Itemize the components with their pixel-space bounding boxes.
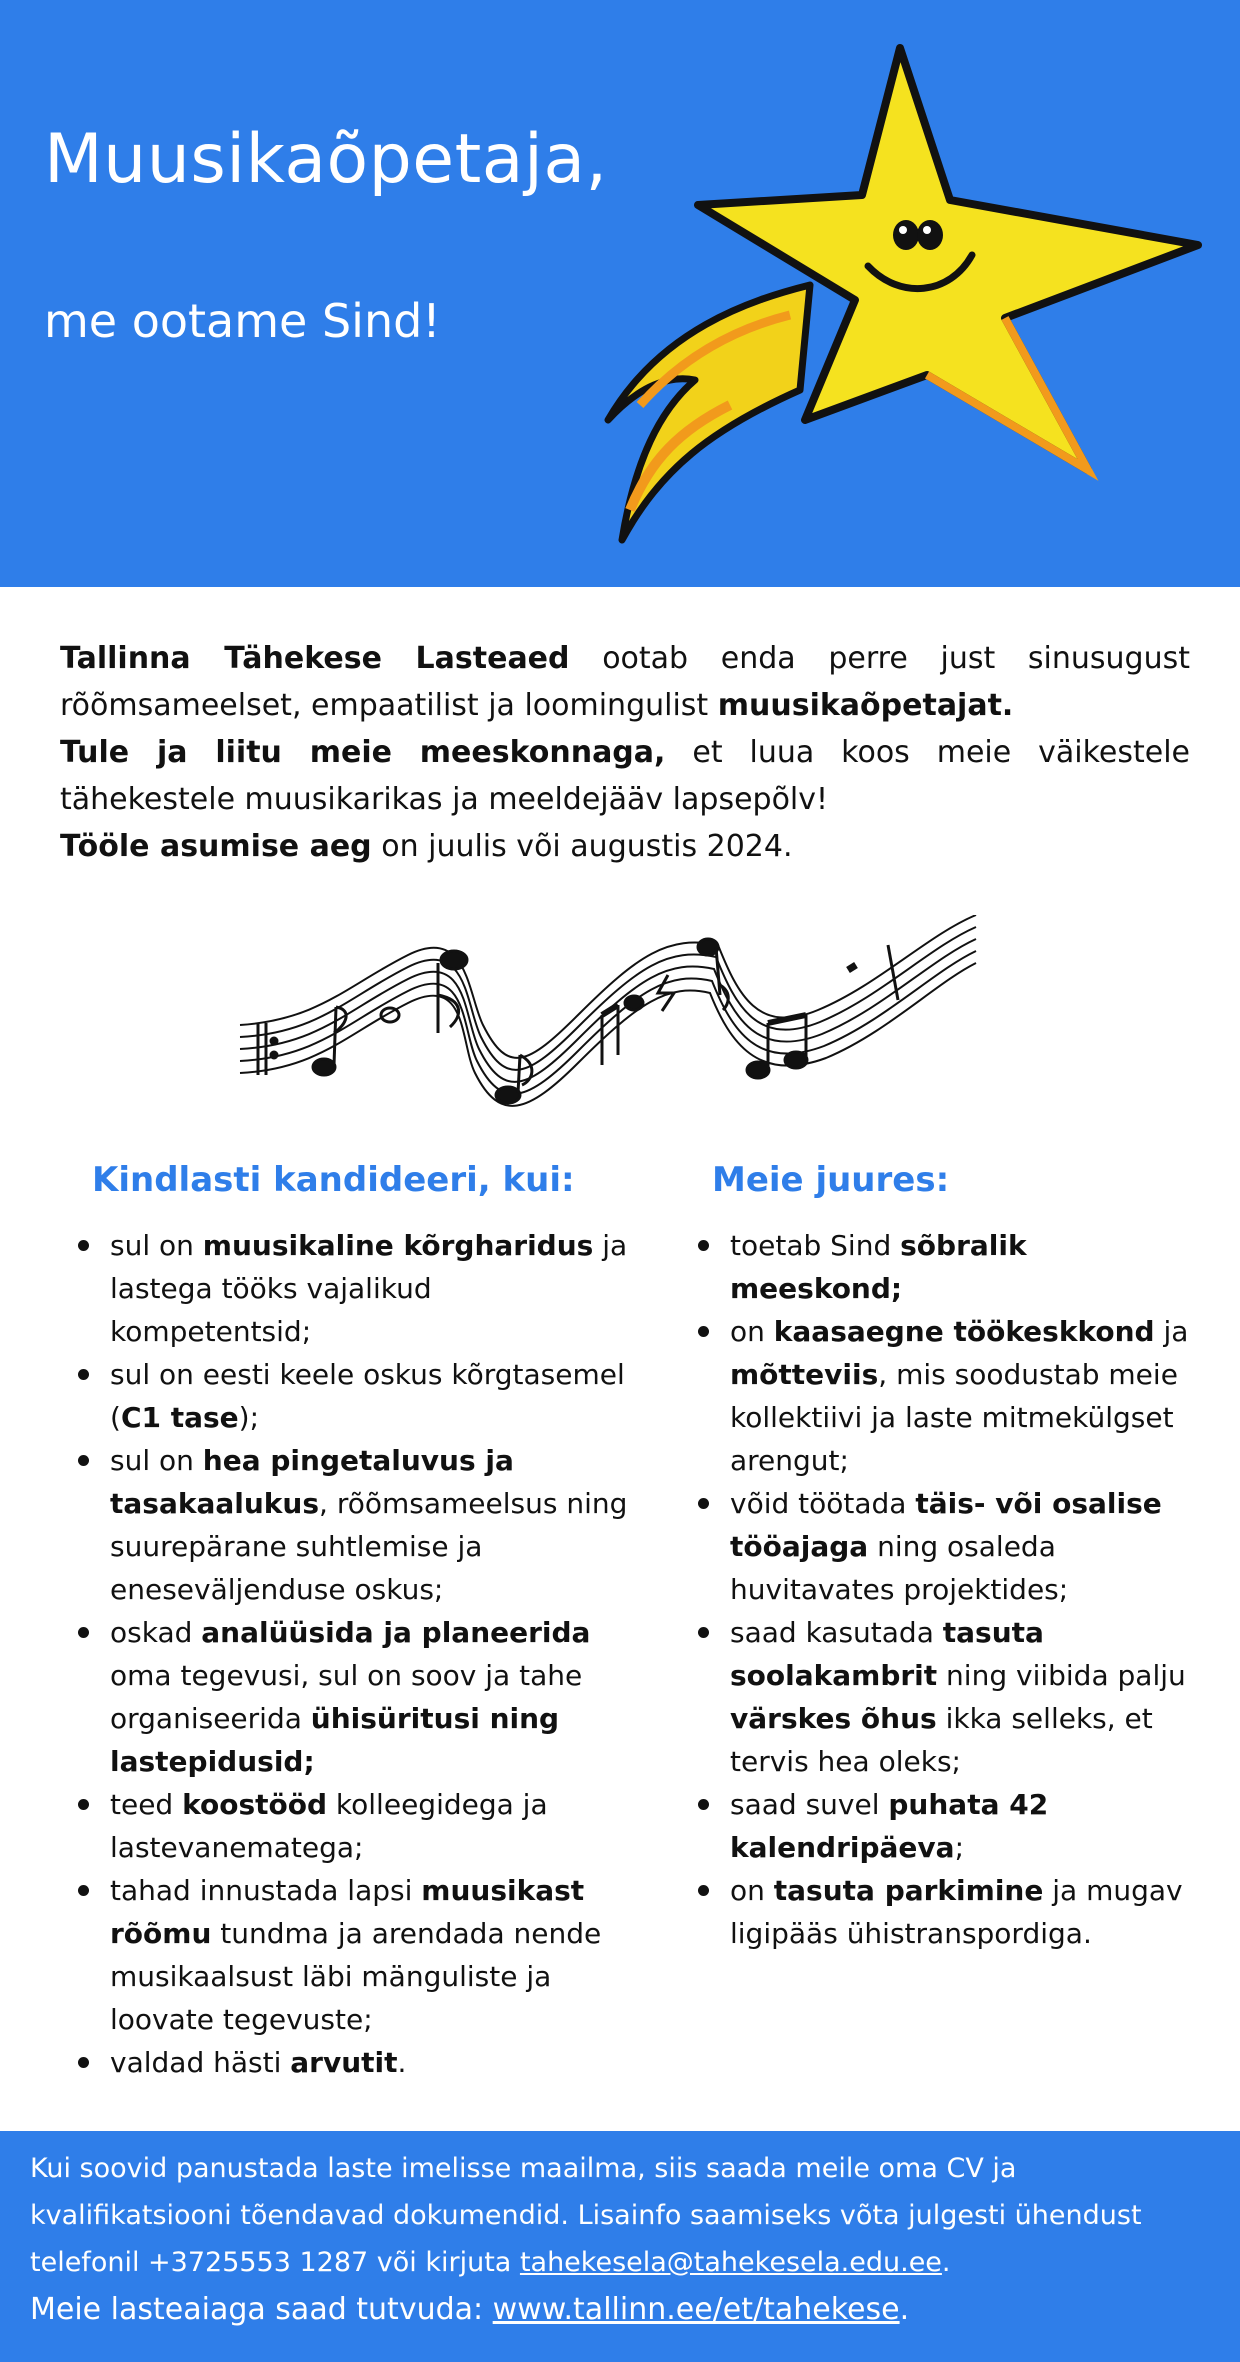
- requirement-item: [68, 1439, 628, 1611]
- requirement-item: [68, 1869, 628, 2041]
- page-title: Muusikaõpetaja,: [44, 120, 608, 199]
- web-suffix: .: [899, 2292, 910, 2327]
- intro-text-1: ootab enda perre just sinusugust rõõmsameelset, empaatilist ja loomingulist: [60, 641, 1190, 723]
- item-text: saad kasutada: [730, 1616, 943, 1649]
- emphasis-text: arvutit: [290, 2046, 398, 2079]
- item-text: toetab Sind: [730, 1229, 901, 1262]
- emphasis-text: mõtteviis: [730, 1358, 879, 1391]
- footer-contact-text: [30, 2145, 1210, 2334]
- requirement-item: [68, 2041, 628, 2084]
- requirement-item: [68, 1783, 628, 1869]
- emphasis-text: analüüsida ja planeerida: [201, 1616, 591, 1649]
- header-banner: [0, 0, 1240, 587]
- item-text: oskad: [110, 1616, 202, 1649]
- benefit-item: [688, 1783, 1198, 1869]
- start-date-text: on juulis või augustis 2024.: [371, 829, 793, 864]
- item-text: ja: [1154, 1315, 1189, 1348]
- benefits-column: [688, 1160, 1198, 1955]
- requirements-column: [68, 1160, 628, 2084]
- benefit-item: [688, 1611, 1198, 1783]
- emphasis-text: kaasaegne töökeskkond: [773, 1315, 1155, 1348]
- kindergarten-name: Tallinna Tähekese Lasteaed: [60, 641, 570, 676]
- item-text: ning viibida palju: [937, 1659, 1186, 1692]
- emphasis-text: värskes õhus: [730, 1702, 937, 1735]
- bullet-icon: [698, 1627, 709, 1638]
- item-text: sul on: [110, 1444, 203, 1477]
- bullet-icon: [78, 1455, 89, 1466]
- emphasis-text: tasuta soolakambrit: [730, 1616, 1044, 1692]
- emphasis-text: ühisüritusi ning lastepidusid;: [110, 1702, 560, 1778]
- item-text: tahad innustada lapsi: [110, 1874, 422, 1907]
- emphasis-text: muusikast rõõmu: [110, 1874, 585, 1950]
- music-staff-notes-icon: [238, 915, 978, 1125]
- job-title-bold: muusikaõpetajat.: [717, 688, 1014, 723]
- item-text: .: [397, 2046, 407, 2079]
- bullet-icon: [698, 1498, 709, 1509]
- item-text: , rõõmsameelsus ning suurepärane suhtlemise ja eneseväljenduse oskus;: [110, 1487, 628, 1606]
- item-text: ikka selleks, et tervis hea oleks;: [730, 1702, 1153, 1778]
- item-text: on: [730, 1874, 774, 1907]
- bullet-icon: [698, 1799, 709, 1810]
- emphasis-text: puhata 42 kalendripäeva: [730, 1788, 1049, 1864]
- email-link[interactable]: tahekesela@tahekesela.edu.ee: [519, 2247, 942, 2278]
- emphasis-text: koostööd: [182, 1788, 328, 1821]
- item-text: sul on eesti keele oskus kõrgtasemel (: [110, 1358, 625, 1434]
- bullet-icon: [78, 1885, 89, 1896]
- item-text: ;: [954, 1831, 964, 1864]
- emphasis-text: tasuta parkimine: [773, 1874, 1044, 1907]
- item-text: oma tegevusi, sul on soov ja tahe organiseerida: [110, 1659, 583, 1735]
- emphasis-text: täis- või osalise tööajaga: [730, 1487, 1162, 1563]
- intro-text: [60, 635, 1190, 870]
- intro-paragraph-2: [60, 729, 1190, 823]
- bullet-icon: [698, 1885, 709, 1896]
- intro-paragraph-3: [60, 823, 1190, 870]
- page-subtitle: me ootame Sind!: [44, 294, 441, 348]
- intro-text-2: et luua koos meie väikestele tähekestele muusikarikas ja meeldejääv lapsepõlv!: [60, 735, 1191, 817]
- requirements-list: [68, 1224, 628, 2084]
- join-team-bold: Tule ja liitu meie meeskonnaga,: [60, 735, 666, 770]
- emphasis-text: C1 tase: [120, 1401, 239, 1434]
- bullet-icon: [78, 1240, 89, 1251]
- intro-paragraph-1: [60, 635, 1190, 729]
- bullet-icon: [698, 1326, 709, 1337]
- footer-text: Kui soovid panustada laste imelisse maailma, siis saada meile oma CV ja kvalifikatsiooni tõendavad dokumendid. Lisainfo saamiseks võta julgesti ühendust telefonil +3725553 1287 või kirjuta: [30, 2153, 1142, 2278]
- item-text: kolleegidega ja lastevanematega;: [110, 1788, 548, 1864]
- emphasis-text: sõbralik meeskond;: [730, 1229, 1027, 1305]
- website-link[interactable]: www.tallinn.ee/et/tahekese: [492, 2292, 900, 2327]
- bullet-icon: [78, 2057, 89, 2068]
- item-text: saad suvel: [730, 1788, 889, 1821]
- bullet-icon: [78, 1627, 89, 1638]
- bullet-icon: [78, 1799, 89, 1810]
- emphasis-text: hea pingetaluvus ja tasakaalukus: [110, 1444, 514, 1520]
- requirement-item: [68, 1353, 628, 1439]
- item-text: tundma ja arendada nende musikaalsust läbi mänguliste ja loovate tegevuste;: [110, 1917, 602, 2036]
- bullet-icon: [78, 1369, 89, 1380]
- requirement-item: [68, 1224, 628, 1353]
- footer-banner: [0, 2131, 1240, 2362]
- requirements-heading: Kindlasti kandideeri, kui:: [92, 1160, 575, 1200]
- item-text: ja lastega tööks vajalikud kompetentsid;: [110, 1229, 628, 1348]
- benefit-item: [688, 1482, 1198, 1611]
- item-text: võid töötada: [730, 1487, 916, 1520]
- start-date-label: Tööle asumise aeg: [60, 829, 372, 864]
- smiling-star-icon: [600, 30, 1220, 560]
- footer-period: .: [941, 2247, 951, 2278]
- item-text: valdad hästi: [110, 2046, 291, 2079]
- item-text: );: [238, 1401, 260, 1434]
- benefits-list: [688, 1224, 1198, 1955]
- emphasis-text: muusikaline kõrgharidus: [202, 1229, 594, 1262]
- item-text: sul on: [110, 1229, 203, 1262]
- item-text: on: [730, 1315, 774, 1348]
- web-prefix: Meie lasteaiaga saad tutvuda:: [30, 2292, 493, 2327]
- item-text: ning osaleda huvitavates projektides;: [730, 1530, 1069, 1606]
- item-text: ja mugav ligipääs ühistranspordiga.: [730, 1874, 1183, 1950]
- requirement-item: [68, 1611, 628, 1783]
- benefit-item: [688, 1310, 1198, 1482]
- item-text: , mis soodustab meie kollektiivi ja laste mitmekülgset arengut;: [730, 1358, 1178, 1477]
- bullet-icon: [698, 1240, 709, 1251]
- benefits-heading: Meie juures:: [712, 1160, 950, 1200]
- benefit-item: [688, 1869, 1198, 1955]
- benefit-item: [688, 1224, 1198, 1310]
- item-text: teed: [110, 1788, 183, 1821]
